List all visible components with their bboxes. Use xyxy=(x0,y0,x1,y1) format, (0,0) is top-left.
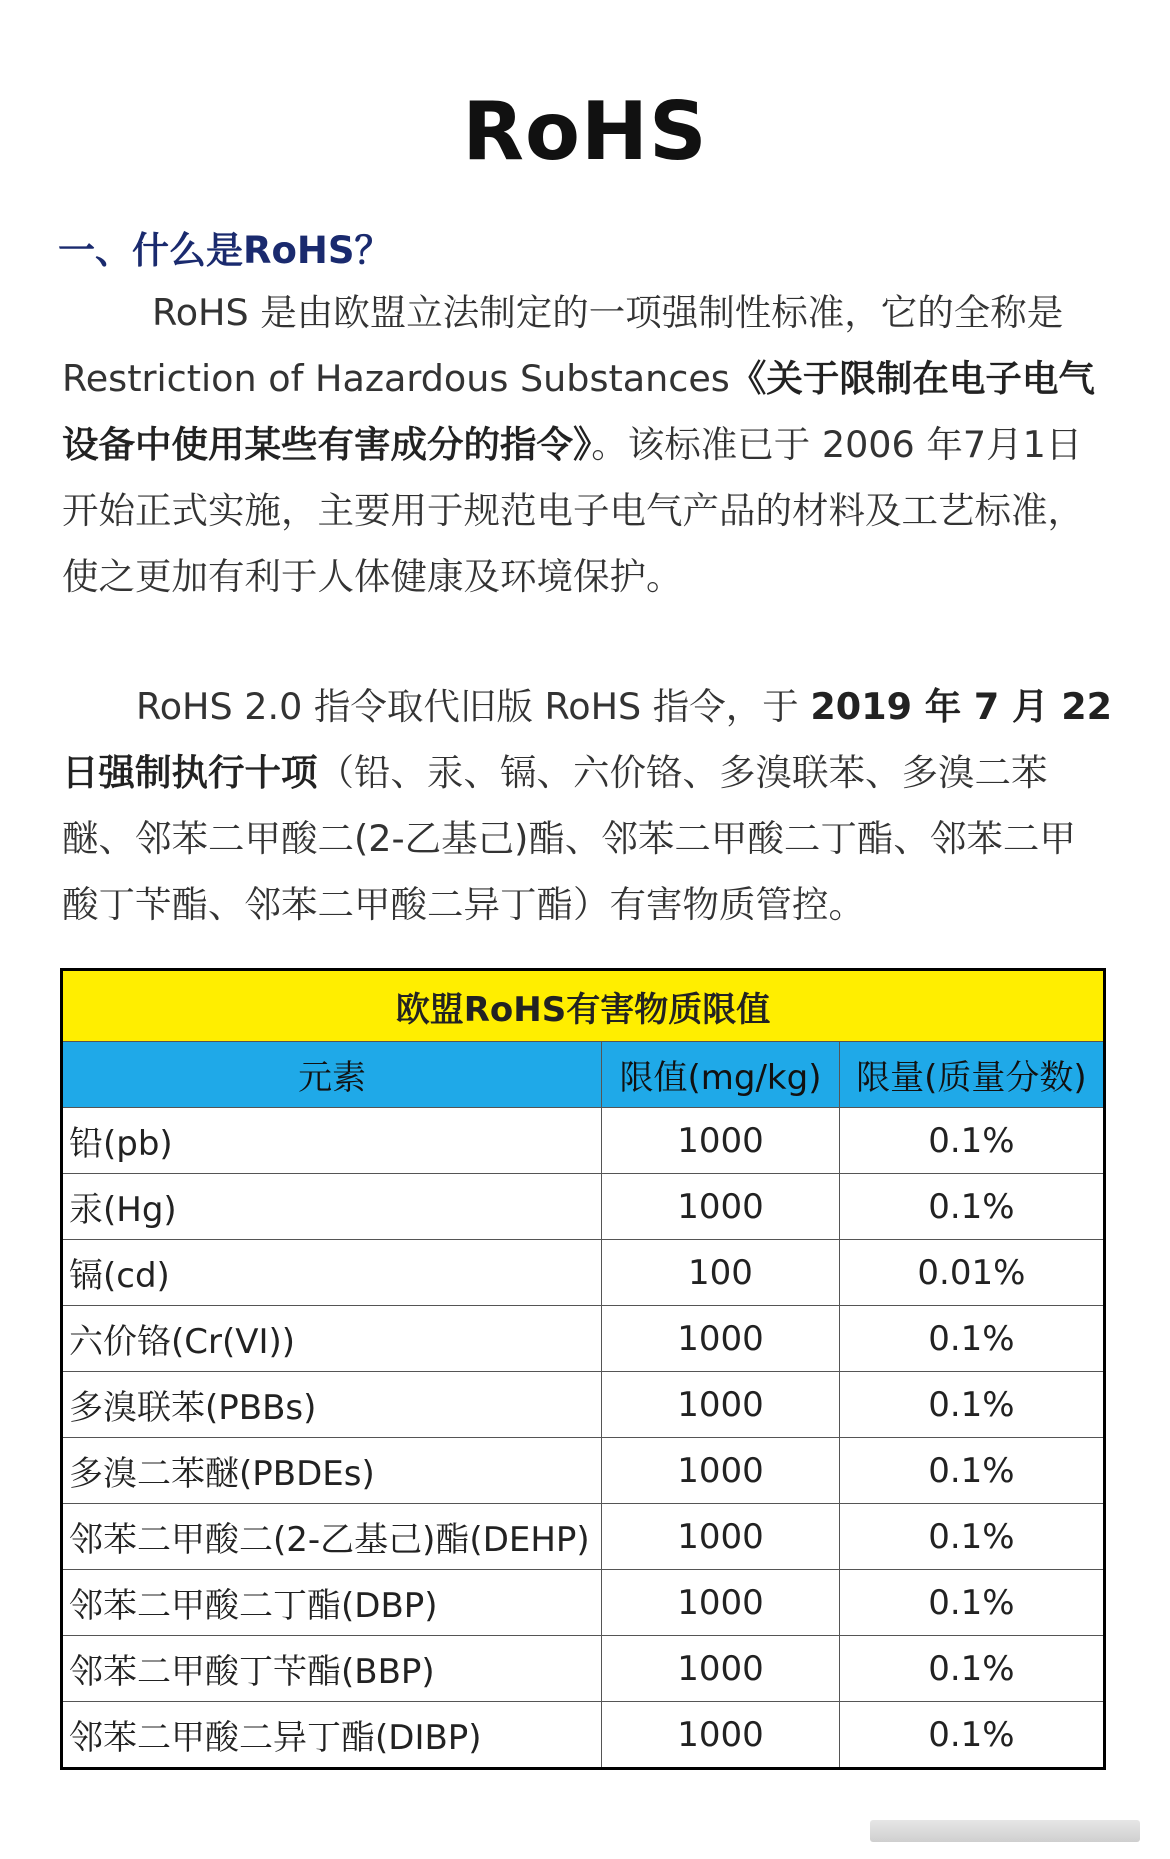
rohs2-text-b: （铅、汞、镉、六价铬、多溴联苯、多溴二苯醚、邻苯二甲酸二(2-乙基己)酯、邻苯二甲酸二丁酯、邻苯二甲酸丁苄酯、邻苯二甲酸二异丁酯）有害物质管控。 xyxy=(62,751,1076,926)
element-cell: 邻苯二甲酸丁苄酯(BBP) xyxy=(62,1636,602,1702)
table-row xyxy=(62,1570,1105,1636)
table-row xyxy=(62,1240,1105,1306)
rohs-limits-table xyxy=(60,968,1106,1770)
fraction-cell: 0.1% xyxy=(839,1108,1104,1174)
element-cell: 多溴二苯醚(PBDEs) xyxy=(62,1438,602,1504)
element-cell: 六价铬(Cr(VI)) xyxy=(62,1306,602,1372)
limit-cell: 1000 xyxy=(602,1438,840,1504)
table-row xyxy=(62,1438,1105,1504)
fraction-cell: 0.1% xyxy=(839,1570,1104,1636)
table-row xyxy=(62,1504,1105,1570)
limit-cell: 100 xyxy=(602,1240,840,1306)
intro-paragraph xyxy=(62,280,1112,610)
element-cell: 汞(Hg) xyxy=(62,1174,602,1240)
element-cell: 邻苯二甲酸二丁酯(DBP) xyxy=(62,1570,602,1636)
table-row xyxy=(62,1108,1105,1174)
intro-text-a: RoHS 是由欧盟立法制定的一项强制性标准，它的全称是 Restriction of Hazardous Substances xyxy=(62,291,1064,400)
scroll-indicator xyxy=(870,1820,1140,1842)
limit-cell: 1000 xyxy=(602,1504,840,1570)
table-row xyxy=(62,1174,1105,1240)
element-cell: 邻苯二甲酸二(2-乙基己)酯(DEHP) xyxy=(62,1504,602,1570)
limit-cell: 1000 xyxy=(602,1372,840,1438)
intro-text-b: 。该标准已于 2006 年7月1日开始正式实施，主要用于规范电子电气产品的材料及工艺标准，使之更加有利于人体健康及环境保护。 xyxy=(62,423,1084,598)
fraction-cell: 0.1% xyxy=(839,1702,1104,1769)
header-mass-fraction: 限量(质量分数) xyxy=(839,1042,1104,1108)
fraction-cell: 0.1% xyxy=(839,1438,1104,1504)
limit-cell: 1000 xyxy=(602,1570,840,1636)
rohs2-paragraph xyxy=(62,674,1112,938)
limit-cell: 1000 xyxy=(602,1636,840,1702)
fraction-cell: 0.1% xyxy=(839,1636,1104,1702)
header-element: 元素 xyxy=(62,1042,602,1108)
header-limit: 限值(mg/kg) xyxy=(602,1042,840,1108)
table-row xyxy=(62,1636,1105,1702)
limit-cell: 1000 xyxy=(602,1702,840,1769)
rohs2-text-bold: 2019 年 7 月 22 日强制执行十项 xyxy=(62,685,1113,794)
fraction-cell: 0.1% xyxy=(839,1504,1104,1570)
table-row xyxy=(62,1306,1105,1372)
limit-cell: 1000 xyxy=(602,1108,840,1174)
rohs2-text-a: RoHS 2.0 指令取代旧版 RoHS 指令，于 xyxy=(136,685,811,728)
element-cell: 邻苯二甲酸二异丁酯(DIBP) xyxy=(62,1702,602,1769)
fraction-cell: 0.01% xyxy=(839,1240,1104,1306)
table-row xyxy=(62,1702,1105,1769)
element-cell: 铅(pb) xyxy=(62,1108,602,1174)
table-title: 欧盟RoHS有害物质限值 xyxy=(62,970,1105,1042)
limit-cell: 1000 xyxy=(602,1306,840,1372)
table-body xyxy=(62,1108,1105,1769)
table-row xyxy=(62,1372,1105,1438)
element-cell: 多溴联苯(PBBs) xyxy=(62,1372,602,1438)
intro-text-bold: 《关于限制在电子电气设备中使用某些有害成分的指令》 xyxy=(62,357,1095,466)
fraction-cell: 0.1% xyxy=(839,1174,1104,1240)
section-heading: 一、什么是RoHS？ xyxy=(58,229,392,272)
element-cell: 镉(cd) xyxy=(62,1240,602,1306)
page-title: RoHS xyxy=(462,85,708,178)
limit-cell: 1000 xyxy=(602,1174,840,1240)
fraction-cell: 0.1% xyxy=(839,1372,1104,1438)
fraction-cell: 0.1% xyxy=(839,1306,1104,1372)
